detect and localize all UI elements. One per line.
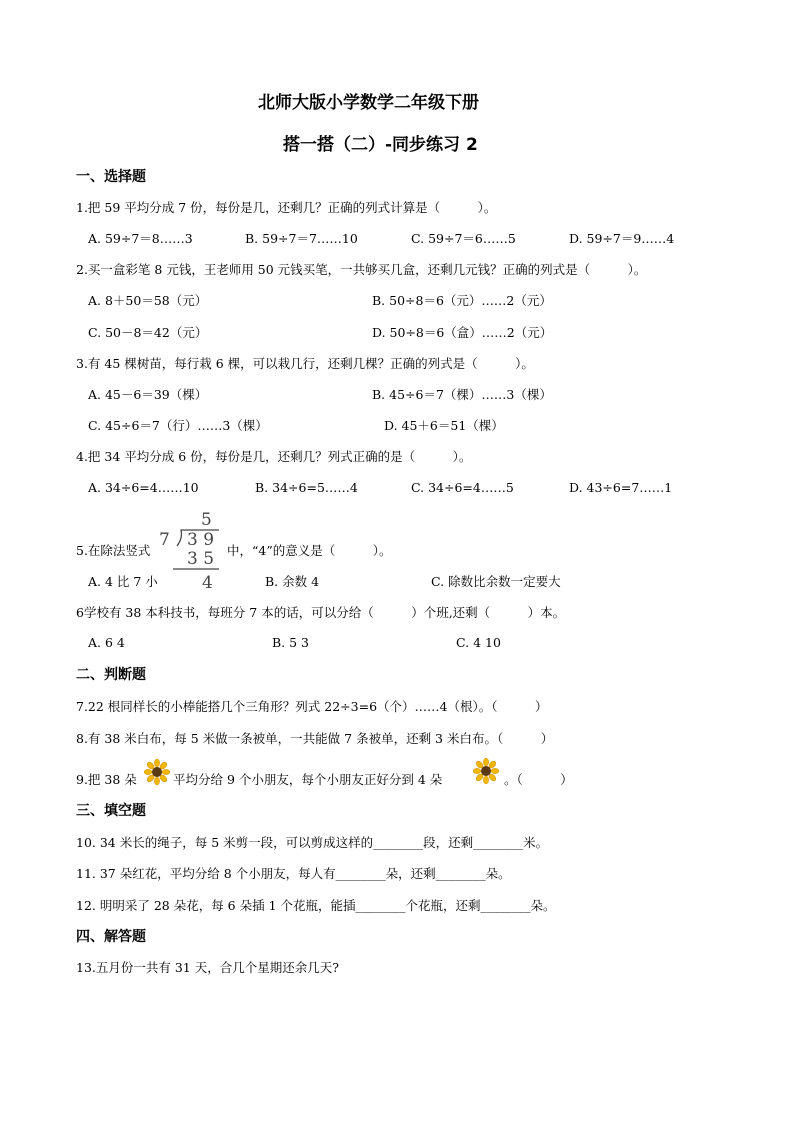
division-quotient: 5 — [201, 510, 212, 530]
q1-option-c: C. 59÷7＝6……5 — [411, 231, 516, 246]
sunflower-icon — [144, 759, 170, 785]
q4-option-c: C. 34÷6=4……5 — [411, 480, 514, 495]
q3-option-a: A. 45－6＝39（棵） — [88, 387, 208, 402]
question-3: 3.有 45 棵树苗，每行栽 6 棵，可以栽几行，还剩几棵？正确的列式是（ ）。 — [76, 356, 534, 371]
division-remainder: 4 — [202, 573, 213, 592]
question-11: 11. 37 朵红花，平均分给 8 个小朋友，每人有________朵，还剩________朵。 — [76, 866, 511, 881]
division-product: 3 5 — [187, 549, 215, 569]
q2-option-d: D. 50÷8＝6（盒）……2（元） — [372, 325, 553, 340]
q4-option-b: B. 34÷6=5……4 — [255, 480, 358, 495]
q6-option-b: B. 5 3 — [272, 635, 310, 650]
question-9-part2: 平均分给 9 个小朋友，每个小朋友正好分到 4 朵 — [173, 772, 443, 787]
question-5-before: 5.在除法竖式 — [76, 543, 151, 558]
q2-option-b: B. 50÷8＝6（元）……2（元） — [372, 293, 552, 308]
question-10: 10. 34 米长的绳子，每 5 米剪一段，可以剪成这样的________段，还剩________米。 — [76, 835, 549, 850]
sunflower-icon — [473, 758, 499, 784]
page-subtitle: 搭一搭（二）-同步练习 2 — [283, 135, 478, 155]
q2-option-c: C. 50－8＝42（元） — [88, 325, 208, 340]
division-divisor: 7 — [159, 530, 170, 550]
q3-option-c: C. 45÷6＝7（行）……3（棵） — [88, 418, 268, 433]
question-2: 2.买一盒彩笔 8 元钱，王老师用 50 元钱买笔，一共够买几盒，还剩几元钱？正确的列式是（ ）。 — [76, 262, 647, 277]
q5-option-b: B. 余数 4 — [265, 574, 320, 589]
question-7: 7.22 根同样长的小棒能搭几个三角形？列式 22÷3=6（个）……4（根）。（ ） — [76, 699, 548, 714]
page-title: 北师大版小学数学二年级下册 — [258, 93, 479, 113]
q4-option-d: D. 43÷6=7……1 — [569, 480, 673, 495]
q2-option-a: A. 8＋50＝58（元） — [88, 293, 208, 308]
long-division-figure — [157, 508, 221, 592]
question-5-after: 中，“4”的意义是（ ）。 — [227, 543, 392, 558]
question-9-part1: 9.把 38 朵 — [76, 772, 137, 787]
question-9-part3: 。（ ） — [504, 772, 573, 787]
question-6: 6学校有 38 本科技书，每班分 7 本的话，可以分给（ ）个班,还剩（ ）本。 — [76, 605, 566, 620]
q5-option-c: C. 除数比余数一定要大 — [431, 574, 561, 589]
q3-option-b: B. 45÷6＝7（棵）……3（棵） — [372, 387, 552, 402]
q4-option-a: A. 34÷6=4……10 — [88, 480, 199, 495]
q1-option-b: B. 59÷7＝7……10 — [245, 231, 358, 246]
section-heading-fill: 三、填空题 — [76, 803, 146, 819]
q1-option-d: D. 59÷7＝9……4 — [569, 231, 675, 246]
q1-option-a: A. 59÷7＝8……3 — [88, 231, 193, 246]
section-heading-choice: 一、选择题 — [76, 169, 146, 185]
section-heading-judgement: 二、判断题 — [76, 667, 146, 683]
q5-option-a: A. 4 比 7 小 — [88, 574, 158, 589]
question-4: 4.把 34 平均分成 6 份，每份是几，还剩几？列式正确的是（ ）。 — [76, 449, 472, 464]
question-12: 12. 明明采了 28 朵花，每 6 朵插 1 个花瓶，能插________个花瓶，还剩________朵。 — [76, 898, 556, 913]
q6-option-a: A. 6 4 — [88, 635, 125, 650]
q3-option-d: D. 45＋6＝51（棵） — [384, 418, 504, 433]
question-8: 8.有 38 米白布，每 5 米做一条被单，一共能做 7 条被单，还剩 3 米白布。（ ） — [76, 731, 554, 746]
section-heading-answer: 四、解答题 — [76, 929, 146, 945]
q6-option-c: C. 4 10 — [456, 635, 501, 650]
question-1: 1.把 59 平均分成 7 份，每份是几，还剩几？正确的列式计算是（ ）。 — [76, 200, 497, 215]
division-dividend: 3 9 — [187, 530, 215, 550]
question-13: 13.五月份一共有 31 天，合几个星期还余几天? — [76, 960, 339, 975]
